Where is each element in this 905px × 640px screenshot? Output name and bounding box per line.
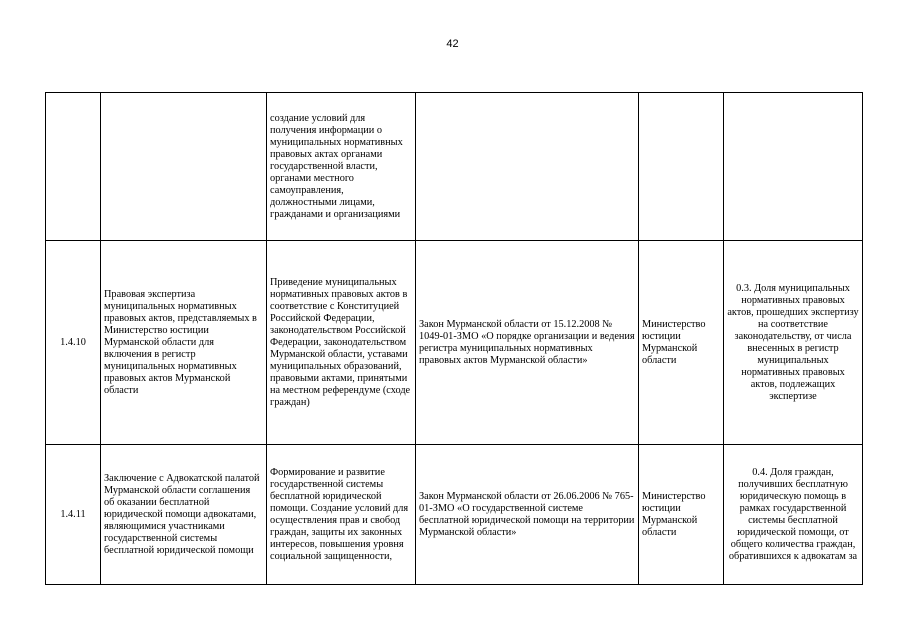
executor-cell xyxy=(639,93,724,241)
measure-content-cell: создание условий для получения информации о муниципальных нормативных правовых актах органами государственной власти, органами местного самоуправления, должностными лицами, гражданами и организациями xyxy=(267,93,416,241)
page-number: 42 xyxy=(446,38,459,50)
indicator-cell: 0.4. Доля граждан, получивших бесплатную юридическую помощь в рамках государственной системы бесплатной юридической помощи, от общего количества граждан, обратившихся к адвокатам за xyxy=(724,445,863,585)
executor-cell: Министерство юстиции Мурманской области xyxy=(639,445,724,585)
row-number-cell: 1.4.10 xyxy=(46,241,101,445)
measure-name-cell: Заключение с Адвокатской палатой Мурманской области соглашения об оказании бесплатной юридической помощи адвокатами, являющимися участниками государственной системы бесплатной юридической помощи xyxy=(101,445,267,585)
table-row xyxy=(46,93,863,241)
measure-name-cell: Правовая экспертиза муниципальных нормативных правовых актов, представляемых в Министерство юстиции Мурманской области для включения в регистр муниципальных нормативных правовых актов Мурманской области xyxy=(101,241,267,445)
measure-content-cell: Формирование и развитие государственной системы бесплатной юридической помощи. Создание условий для осуществления прав и свобод граждан, защиты их законных интересов, повышения уровня социальной защищенности, xyxy=(267,445,416,585)
legal-basis-cell: Закон Мурманской области от 26.06.2006 № 765-01-ЗМО «О государственной системе бесплатной юридической помощи на территории Мурманской области» xyxy=(416,445,639,585)
executor-cell: Министерство юстиции Мурманской области xyxy=(639,241,724,445)
table-row xyxy=(46,445,863,585)
table-row xyxy=(46,241,863,445)
row-number-cell xyxy=(46,93,101,241)
indicator-cell: 0.3. Доля муниципальных нормативных правовых актов, прошедших экспертизу на соответствие законодательству, от числа внесенных в регистр муниципальных нормативных правовых актов, подлежащих экспертизе xyxy=(724,241,863,445)
measures-table xyxy=(45,92,863,585)
measure-name-cell xyxy=(101,93,267,241)
legal-basis-cell xyxy=(416,93,639,241)
legal-basis-cell: Закон Мурманской области от 15.12.2008 № 1049-01-ЗМО «О порядке организации и ведения регистра муниципальных нормативных правовых актов Мурманской области» xyxy=(416,241,639,445)
measure-content-cell: Приведение муниципальных нормативных правовых актов в соответствие с Конституцией Российской Федерации, законодательством Российской Федерации, законодательством Мурманской области, уставами муниципальных образований, правовыми актами, принятыми на местном референдуме (сходе граждан) xyxy=(267,241,416,445)
row-number-cell: 1.4.11 xyxy=(46,445,101,585)
indicator-cell xyxy=(724,93,863,241)
